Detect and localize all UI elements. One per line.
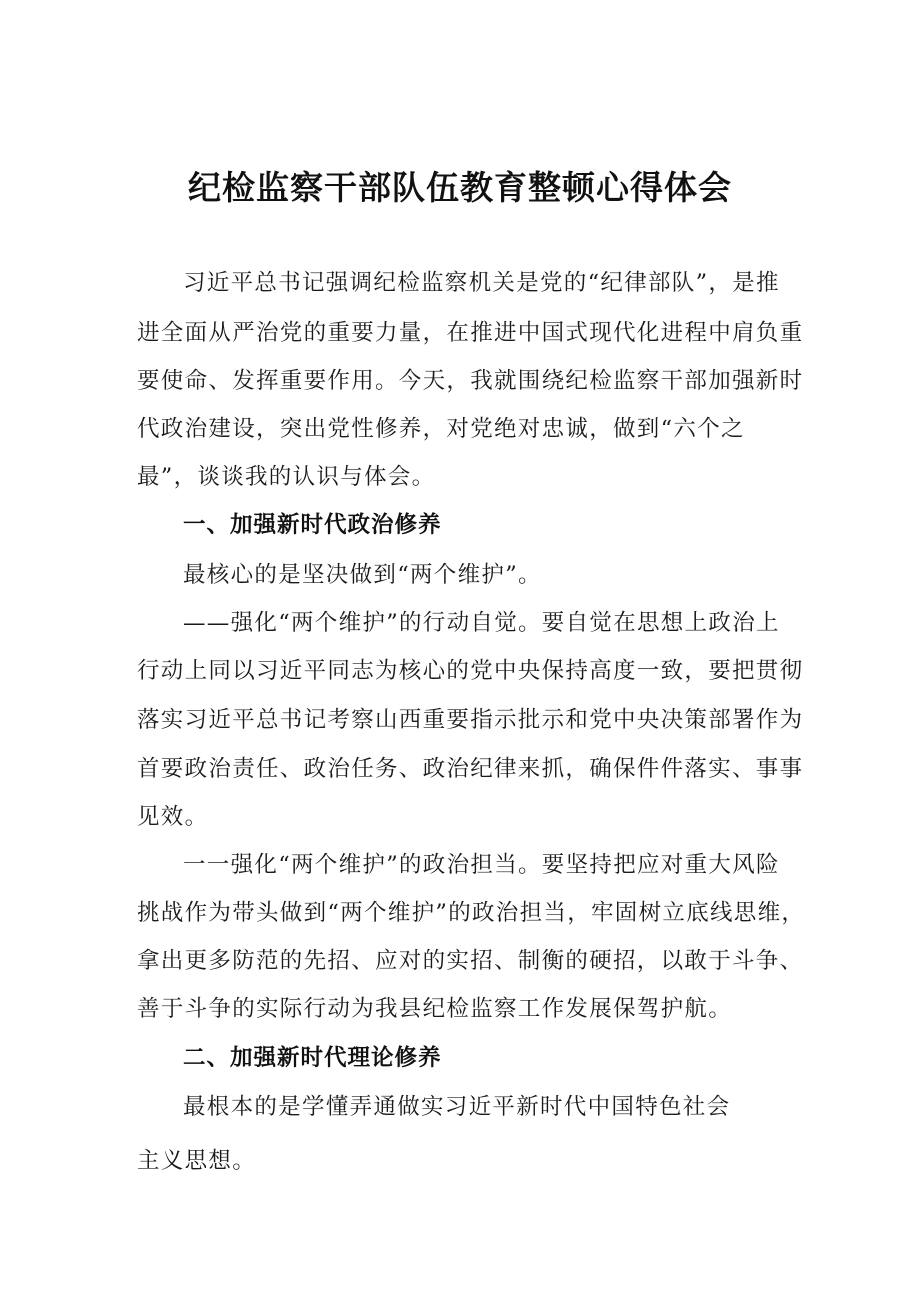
document-title: 纪检监察干部队伍教育整顿心得体会	[188, 168, 732, 207]
section1-lead: 最核心的是坚决做到“两个维护”。	[183, 562, 542, 588]
section1-para1-line-1: ——强化“两个维护”的行动自觉。要自觉在思想上政治上	[183, 610, 780, 636]
section1-para1-line-5: 见效。	[137, 804, 209, 830]
intro-line-4: 代政治建设，突出党性修养，对党绝对忠诚，做到“六个之	[137, 416, 745, 442]
section1-para1-line-4: 首要政治责任、政治任务、政治纪律来抓，确保件件落实、事事	[137, 756, 804, 782]
section1-para1-line-2: 行动上同以习近平同志为核心的党中央保持高度一致，要把贯彻	[137, 658, 804, 684]
intro-line-2: 进全面从严治党的重要力量，在推进中国式现代化进程中肩负重	[137, 320, 804, 346]
section1-para2-line-2: 挑战作为带头做到“两个维护”的政治担当，牢固树立底线思维，	[137, 900, 806, 926]
section2-lead-line-2: 主义思想。	[137, 1148, 257, 1174]
section1-para1-line-3: 落实习近平总书记考察山西重要指示批示和党中央决策部署作为	[137, 707, 804, 733]
section2-lead-line-1: 最根本的是学懂弄通做实习近平新时代中国特色社会	[183, 1094, 731, 1120]
section1-para2-line-1: 一一强化“两个维护”的政治担当。要坚持把应对重大风险	[183, 852, 780, 878]
section2-heading: 二、加强新时代理论修养	[183, 1045, 442, 1071]
intro-line-1: 习近平总书记强调纪检监察机关是党的“纪律部队”，是推	[183, 270, 780, 296]
section1-para2-line-3: 拿出更多防范的先招、应对的实招、制衡的硬招，以敢于斗争、	[137, 948, 804, 974]
section1-para2-line-4: 善于斗争的实际行动为我县纪检监察工作发展保驾护航。	[137, 996, 733, 1022]
intro-line-3: 要使命、发挥重要作用。今天，我就围绕纪检监察干部加强新时	[137, 368, 804, 394]
intro-line-5: 最”，谈谈我的认识与体会。	[137, 464, 436, 490]
section1-heading: 一、加强新时代政治修养	[183, 512, 442, 538]
